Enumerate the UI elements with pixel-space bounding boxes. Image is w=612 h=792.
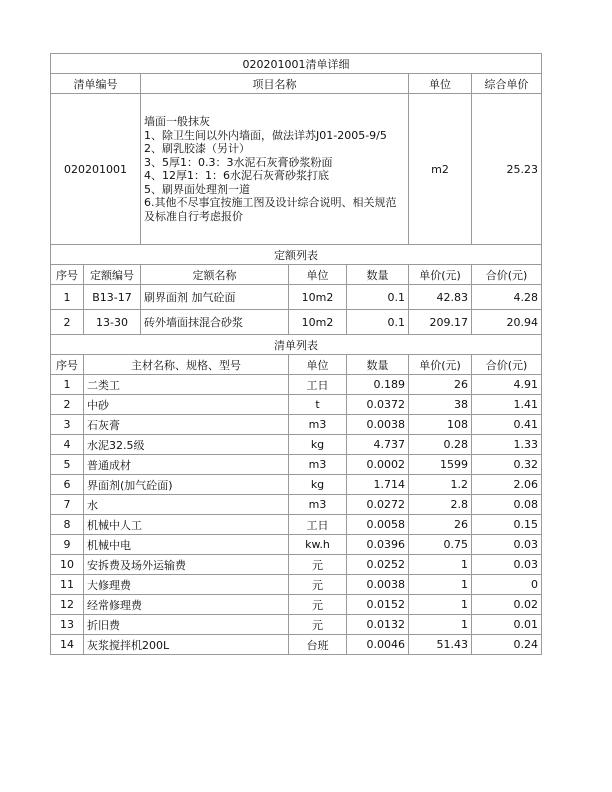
material-name: 机械中电	[84, 535, 289, 555]
desc-line: 6.其他不尽事宜按施工图及设计综合说明、相关规范	[144, 196, 397, 209]
quota-row	[51, 285, 542, 310]
material-row	[51, 395, 542, 415]
material-index: 11	[51, 575, 84, 595]
quota-total: 4.28	[472, 285, 542, 310]
quota-code: B13-17	[84, 285, 141, 310]
material-unit-price: 38	[409, 395, 472, 415]
material-index: 4	[51, 435, 84, 455]
quota-unit-price: 42.83	[409, 285, 472, 310]
material-name: 石灰膏	[84, 415, 289, 435]
material-unit-price: 1	[409, 555, 472, 575]
material-row	[51, 535, 542, 555]
quota-unit: 10m2	[289, 310, 347, 335]
quota-row	[51, 310, 542, 335]
material-index: 2	[51, 395, 84, 415]
quota-unit-price: 209.17	[409, 310, 472, 335]
quota-code: 13-30	[84, 310, 141, 335]
material-header-index: 序号	[51, 355, 84, 375]
material-row	[51, 515, 542, 535]
material-unit: m3	[289, 495, 347, 515]
material-index: 13	[51, 615, 84, 635]
material-qty: 0.0038	[347, 415, 409, 435]
material-unit-price: 1	[409, 595, 472, 615]
material-name: 二类工	[84, 375, 289, 395]
material-name: 大修理费	[84, 575, 289, 595]
quota-unit: 10m2	[289, 285, 347, 310]
material-unit: 工日	[289, 515, 347, 535]
material-unit: kg	[289, 435, 347, 455]
quota-total: 20.94	[472, 310, 542, 335]
material-total: 0.24	[472, 635, 542, 655]
material-unit-price: 26	[409, 515, 472, 535]
material-unit: 元	[289, 555, 347, 575]
material-unit-price: 1	[409, 615, 472, 635]
desc-line: 3、5厚1：0.3：3水泥石灰膏砂浆粉面	[144, 155, 333, 169]
material-unit: 元	[289, 595, 347, 615]
material-unit: 元	[289, 615, 347, 635]
material-name: 机械中人工	[84, 515, 289, 535]
material-unit-price: 51.43	[409, 635, 472, 655]
material-row	[51, 375, 542, 395]
material-total: 1.41	[472, 395, 542, 415]
material-total: 0.01	[472, 615, 542, 635]
quota-name: 刷界面剂 加气砼面	[141, 285, 289, 310]
material-index: 8	[51, 515, 84, 535]
item-code: 020201001	[51, 94, 141, 245]
material-qty: 0.0372	[347, 395, 409, 415]
desc-line: 5、刷界面处理剂一道	[144, 182, 250, 196]
material-unit-price: 1	[409, 575, 472, 595]
quota-index: 2	[51, 310, 84, 335]
desc-line: 1、除卫生间以外内墙面，做法详苏J01-2005-9/5	[144, 128, 387, 142]
material-index: 9	[51, 535, 84, 555]
material-row	[51, 595, 542, 615]
header-unit: 单位	[409, 74, 472, 94]
material-index: 14	[51, 635, 84, 655]
quota-header-unit: 单位	[289, 265, 347, 285]
material-name: 安拆费及场外运输费	[84, 555, 289, 575]
material-name: 灰浆搅拌机200L	[84, 635, 289, 655]
material-row	[51, 495, 542, 515]
quota-header-index: 序号	[51, 265, 84, 285]
material-row	[51, 435, 542, 455]
material-name: 水	[84, 495, 289, 515]
material-header-qty: 数量	[347, 355, 409, 375]
material-index: 1	[51, 375, 84, 395]
header-code: 清单编号	[51, 74, 141, 94]
material-qty: 0.189	[347, 375, 409, 395]
header-name: 项目名称	[141, 74, 409, 94]
quota-qty: 0.1	[347, 310, 409, 335]
material-index: 3	[51, 415, 84, 435]
material-total: 4.91	[472, 375, 542, 395]
material-name: 水泥32.5级	[84, 435, 289, 455]
material-row	[51, 615, 542, 635]
material-row	[51, 475, 542, 495]
material-qty: 0.0046	[347, 635, 409, 655]
detail-table	[50, 53, 542, 655]
material-unit-price: 1.2	[409, 475, 472, 495]
header-price: 综合单价	[472, 74, 542, 94]
material-unit-price: 0.75	[409, 535, 472, 555]
material-index: 6	[51, 475, 84, 495]
material-qty: 0.0252	[347, 555, 409, 575]
material-total: 0.02	[472, 595, 542, 615]
material-name: 中砂	[84, 395, 289, 415]
material-total: 0	[472, 575, 542, 595]
material-qty: 0.0152	[347, 595, 409, 615]
material-row	[51, 555, 542, 575]
quota-header-qty: 数量	[347, 265, 409, 285]
material-total: 0.03	[472, 535, 542, 555]
item-price: 25.23	[472, 94, 542, 245]
material-qty: 0.0396	[347, 535, 409, 555]
material-qty: 4.737	[347, 435, 409, 455]
quota-name: 砖外墙面抹混合砂浆	[141, 310, 289, 335]
material-header-total: 合价(元)	[472, 355, 542, 375]
material-unit: m3	[289, 415, 347, 435]
material-unit: 工日	[289, 375, 347, 395]
material-total: 0.32	[472, 455, 542, 475]
material-qty: 0.0038	[347, 575, 409, 595]
material-index: 7	[51, 495, 84, 515]
material-name: 界面剂(加气砼面)	[84, 475, 289, 495]
material-unit-price: 26	[409, 375, 472, 395]
material-row	[51, 415, 542, 435]
material-total: 0.08	[472, 495, 542, 515]
material-total: 1.33	[472, 435, 542, 455]
material-row	[51, 575, 542, 595]
material-index: 12	[51, 595, 84, 615]
desc-line: 墙面一般抹灰	[144, 115, 210, 128]
material-unit-price: 108	[409, 415, 472, 435]
material-row	[51, 455, 542, 475]
material-name: 普通成材	[84, 455, 289, 475]
material-name: 折旧费	[84, 615, 289, 635]
material-total: 0.15	[472, 515, 542, 535]
material-qty: 0.0002	[347, 455, 409, 475]
desc-line: 2、刷乳胶漆（另计）	[144, 142, 250, 155]
material-unit: m3	[289, 455, 347, 475]
material-qty: 0.0272	[347, 495, 409, 515]
material-header-name: 主材名称、规格、型号	[84, 355, 289, 375]
material-index: 10	[51, 555, 84, 575]
quota-header-unit-price: 单价(元)	[409, 265, 472, 285]
material-name: 经常修理费	[84, 595, 289, 615]
material-unit: kg	[289, 475, 347, 495]
material-unit: t	[289, 395, 347, 415]
quota-qty: 0.1	[347, 285, 409, 310]
material-unit: kw.h	[289, 535, 347, 555]
desc-line: 及标准自行考虑报价	[144, 209, 243, 223]
item-description	[141, 94, 409, 245]
material-total: 0.41	[472, 415, 542, 435]
material-unit: 台班	[289, 635, 347, 655]
desc-line: 4、12厚1：1：6水泥石灰膏砂浆打底	[144, 169, 329, 182]
material-header-unit: 单位	[289, 355, 347, 375]
material-total: 0.03	[472, 555, 542, 575]
quota-index: 1	[51, 285, 84, 310]
quota-section-title: 定额列表	[51, 245, 542, 265]
material-unit-price: 2.8	[409, 495, 472, 515]
material-qty: 1.714	[347, 475, 409, 495]
material-header-unit-price: 单价(元)	[409, 355, 472, 375]
material-total: 2.06	[472, 475, 542, 495]
table-title: 020201001清单详细	[51, 54, 542, 74]
material-index: 5	[51, 455, 84, 475]
item-unit: m2	[409, 94, 472, 245]
quota-header-total: 合价(元)	[472, 265, 542, 285]
material-qty: 0.0058	[347, 515, 409, 535]
material-unit: 元	[289, 575, 347, 595]
material-row	[51, 635, 542, 655]
material-unit-price: 1599	[409, 455, 472, 475]
material-unit-price: 0.28	[409, 435, 472, 455]
material-qty: 0.0132	[347, 615, 409, 635]
material-section-title: 清单列表	[51, 335, 542, 355]
quota-header-name: 定额名称	[141, 265, 289, 285]
quota-header-code: 定额编号	[84, 265, 141, 285]
